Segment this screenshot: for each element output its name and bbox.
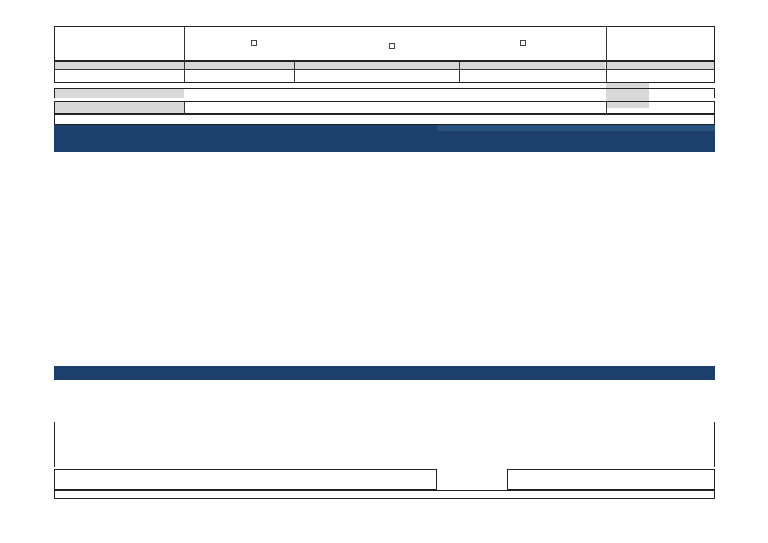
legend-block	[54, 422, 715, 467]
summary-header-no	[54, 366, 68, 380]
summary-header-fecha	[667, 366, 715, 380]
inspected-by-box[interactable]	[54, 469, 437, 490]
signature-box[interactable]	[507, 469, 715, 490]
summary-header-responsable	[606, 366, 667, 380]
summary-header-resumen	[84, 366, 437, 380]
summary-header-acciones	[437, 366, 606, 380]
